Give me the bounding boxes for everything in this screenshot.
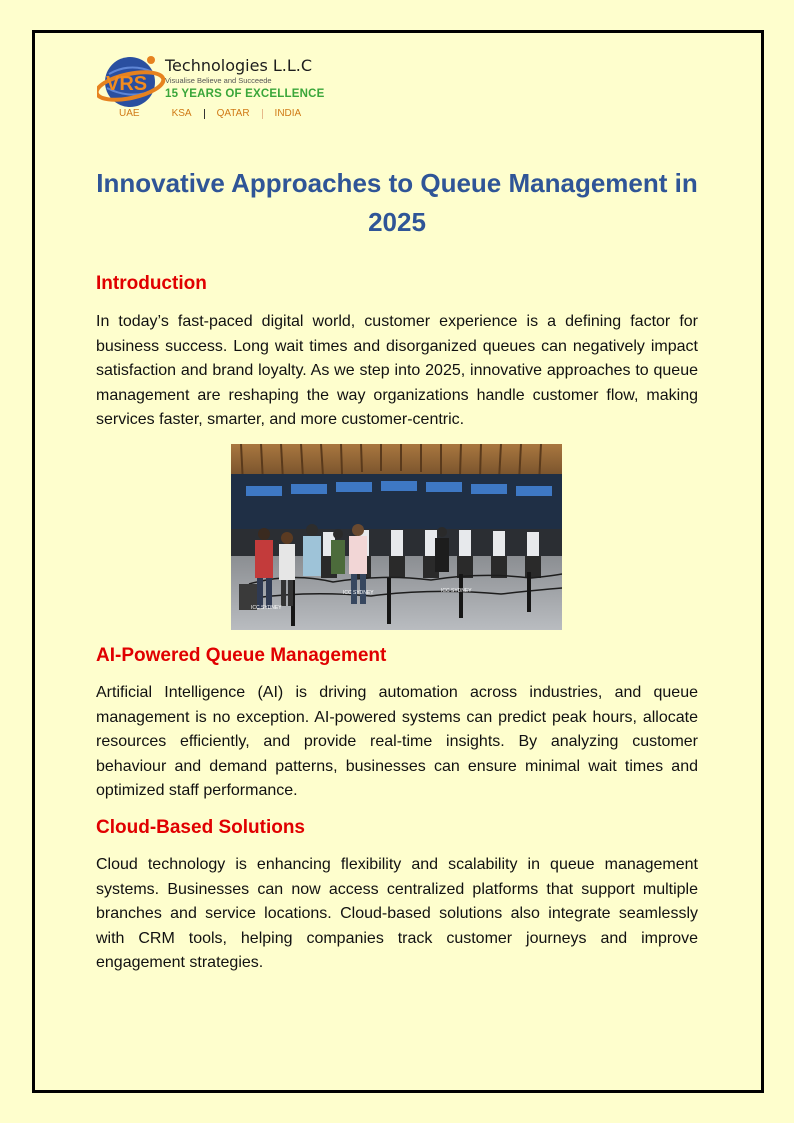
section-body-introduction: In today’s fast-paced digital world, customer experience is a defining factor for business success. Long wait times and disorganized queues can negatively impact satisfaction and brand loyalty. As we step into 2025, innovative approaches to queue management are reshaping the way organizations handle customer flow, making services faster, smarter, and more customer-centric.	[96, 313, 698, 429]
title-line-1: Innovative Approaches to Queue Management in	[96, 168, 698, 198]
region-uae: UAE	[119, 108, 140, 119]
title-line-2: 2025	[368, 207, 426, 237]
airport-checkin-photo	[231, 444, 562, 630]
region-india: INDIA	[274, 108, 302, 119]
section-body-ai-powered: Artificial Intelligence (AI) is driving automation across industries, and queue management is no exception. AI-powered systems can predict peak hours, allocate resources efficiently, and provide real-time insights. By analyzing customer behaviour and demand patterns, businesses can ensure minimal wait times and optimized staff performance.	[96, 684, 698, 800]
svg-text:ICC SYDNEY: ICC SYDNEY	[441, 588, 472, 594]
section-body-cloud-based: Cloud technology is enhancing flexibility and scalability in queue management systems. Businesses can now access centralized platforms that support multiple branches and service locations. Cloud-based solutions also integrate seamlessly with CRM tools, helping companies track customer journeys and improve engagement strategies.	[96, 856, 698, 972]
globe-logo-icon	[97, 52, 167, 116]
svg-text:VRS: VRS	[106, 73, 148, 95]
logo-regions	[119, 108, 301, 119]
logo-years-badge: 15 YEARS OF EXCELLENCE	[165, 88, 325, 100]
region-ksa: KSA	[171, 108, 192, 119]
section-heading-ai-powered: AI-Powered Queue Management	[96, 645, 387, 666]
logo-company-name: Technologies L.L.C	[165, 56, 313, 75]
logo-tagline: Visualise Believe and Succeede	[165, 76, 272, 85]
company-logo	[97, 52, 327, 124]
section-heading-introduction: Introduction	[96, 273, 207, 294]
section-heading-cloud-based: Cloud-Based Solutions	[96, 817, 305, 838]
svg-text:ICC SYDNEY: ICC SYDNEY	[343, 590, 374, 596]
region-qatar: QATAR	[216, 108, 250, 119]
svg-text:ICC SYDNEY: ICC SYDNEY	[251, 605, 282, 611]
document-title	[96, 164, 698, 242]
